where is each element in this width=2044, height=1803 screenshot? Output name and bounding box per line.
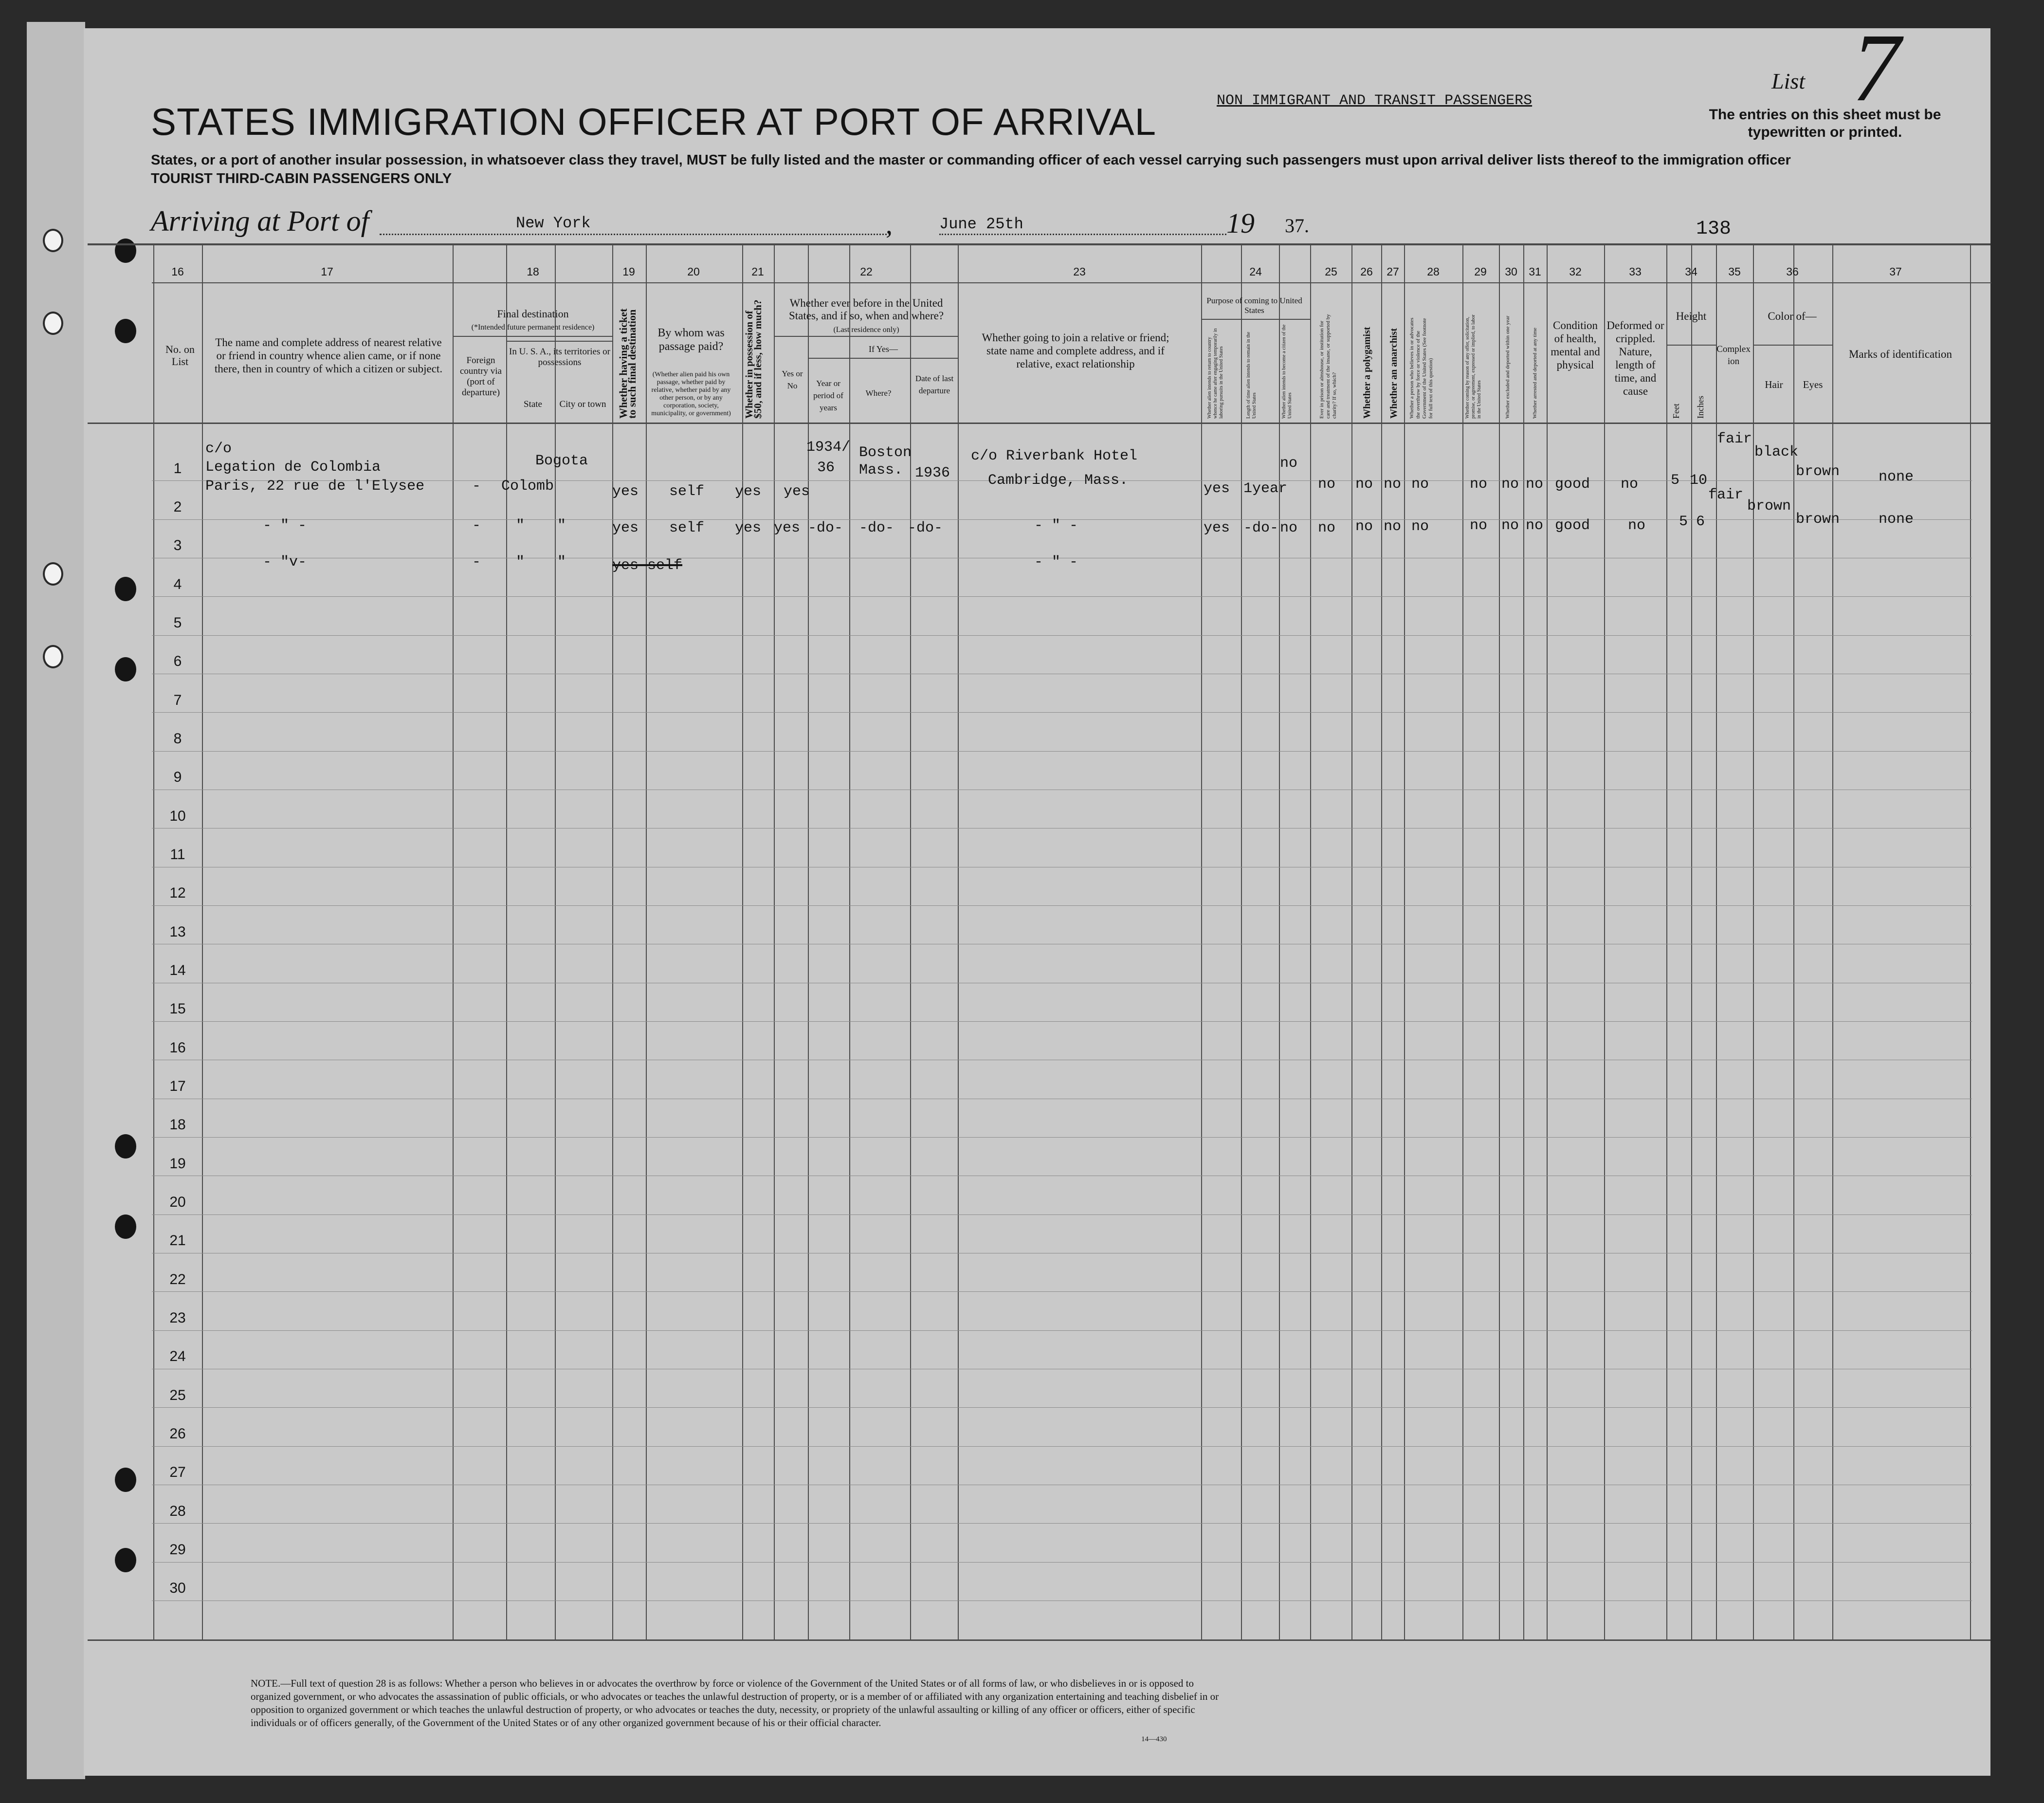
row-rule <box>152 1523 1972 1524</box>
list-number: 7 <box>1852 14 1900 122</box>
r1-relative-line3: Paris, 22 rue de l'Elysee <box>205 478 425 495</box>
date-value: June 25th <box>939 215 1023 233</box>
row-rule <box>152 1214 1972 1215</box>
row-rule <box>152 1330 1972 1331</box>
r1-c30: no <box>1501 476 1519 493</box>
col34-feet: Feet <box>1671 404 1681 419</box>
instructions-text: States, or a port of another insular possession, in whatsoever class they travel, MUST be fully listed and the master or commanding officer of each vessel carrying such passengers must upon arrival deliver lists thereof to the immigration officer <box>151 152 1791 168</box>
subheader-rule <box>453 336 612 337</box>
column-rule <box>153 243 154 1639</box>
column-rule <box>1666 243 1667 1639</box>
row-number: 21 <box>169 1233 186 1249</box>
r1-complexion: fair <box>1717 431 1752 447</box>
r2-paid: self <box>669 520 705 536</box>
r1-c25: no <box>1318 476 1336 493</box>
col22-where: Where? <box>865 388 892 398</box>
r1-p24a: yes <box>1204 480 1230 497</box>
row-rule <box>152 712 1972 713</box>
r2-feet: 5 <box>1679 514 1688 530</box>
col28-label: Whether a person who believes in or advocates the overthrow by force or violence of the Government of the United States (See footnote for full text of this question) <box>1409 317 1434 419</box>
column-rule <box>774 243 775 1639</box>
col20-sub: (Whether alien paid his own passage, whether paid by relative, whether paid by any other person, or by any corporation, society, municipality, or government) <box>651 371 731 417</box>
row-number: 22 <box>169 1271 186 1288</box>
r2-city: " <box>557 517 566 534</box>
r1-c31: no <box>1526 476 1544 493</box>
column-rule <box>1523 243 1524 1639</box>
column-number: 30 <box>1505 265 1517 278</box>
col19-label: Whether having a ticket to such final destination <box>617 308 638 419</box>
r2-where: -do- <box>859 520 894 536</box>
r3-city: " <box>557 554 566 570</box>
manifest-sheet <box>84 28 1990 1776</box>
class-line: TOURIST THIRD-CABIN PASSENGERS ONLY <box>151 171 452 186</box>
table-top-border <box>88 243 1990 245</box>
r1-c29: no <box>1470 476 1488 493</box>
col29-label: Whether coming by reason of any offer, solicitation, promise, or agreement, expressed or implied, to labor in the United States <box>1465 314 1482 419</box>
col31-label: Whether arrested and deported at any time <box>1532 328 1538 419</box>
r1-ticket: yes <box>612 483 639 500</box>
column-number: 20 <box>687 265 700 278</box>
row-rule <box>152 1137 1972 1138</box>
col36-hair: Hair <box>1765 379 1783 390</box>
col17-label: The name and complete address of nearest relative or friend in country whence alien came, or if none there, then in country of which a citizen or subject. <box>214 336 443 375</box>
col22-sub: (Last residence only) <box>833 326 899 334</box>
column-rule <box>1753 243 1754 1639</box>
list-label: List <box>1771 69 1806 93</box>
col23-label: Whether going to join a relative or friend; state name and complete address, and if relative, exact relationship <box>982 331 1169 370</box>
r1-eyes: brown <box>1796 463 1840 480</box>
column-number: 27 <box>1387 265 1399 278</box>
column-rule <box>1716 243 1717 1639</box>
column-number: 24 <box>1249 265 1262 278</box>
binder-hole <box>43 562 63 586</box>
column-number: 21 <box>751 265 764 278</box>
row-number: 5 <box>173 615 182 631</box>
punch-hole <box>115 1468 136 1492</box>
column-number: 18 <box>527 265 539 278</box>
row-number: 27 <box>169 1464 186 1481</box>
punch-hole <box>115 577 136 601</box>
col33-label: Deformed or crippled. Nature, length of time, and cause <box>1606 319 1664 397</box>
row-number: 8 <box>173 731 182 747</box>
col24-b: Length of time alien intends to remain in the United States <box>1246 331 1257 419</box>
r1-c26: no <box>1355 476 1373 493</box>
column-number: 32 <box>1569 265 1582 278</box>
column-rule <box>612 243 613 1639</box>
column-rule <box>453 243 454 1639</box>
r2-c28: no <box>1411 518 1429 535</box>
column-number: 36 <box>1786 265 1799 278</box>
row-number: 10 <box>169 808 186 824</box>
comma: , <box>886 210 893 240</box>
row-number: 26 <box>169 1426 186 1442</box>
table-bottom-border <box>88 1639 1990 1641</box>
row-rule <box>152 1407 1972 1408</box>
col18-city: City or town <box>559 399 606 409</box>
r3-foreign: - <box>472 554 481 570</box>
stamp-text: NON IMMIGRANT AND TRANSIT PASSENGERS <box>1217 92 1533 109</box>
col18-label: Final destination <box>497 308 569 320</box>
r1-join-line2: Cambridge, Mass. <box>988 472 1129 489</box>
row-number: 4 <box>173 576 182 592</box>
col32-label: Condition of health, mental and physical <box>1551 319 1600 371</box>
r2-fifty: yes <box>735 520 762 536</box>
row-number: 1 <box>173 460 182 477</box>
form-number: 14—430 <box>1141 1735 1167 1743</box>
r1-fifty: yes <box>735 483 762 500</box>
column-number: 29 <box>1474 265 1487 278</box>
column-rule <box>1547 243 1548 1639</box>
col18-foreign: Foreign country via (port of departure) <box>459 355 502 398</box>
r2-years: -do- <box>808 520 843 536</box>
r2-marks: none <box>1879 511 1914 528</box>
col34-inches: Inches <box>1696 396 1705 419</box>
col26-label: Whether a polygamist <box>1362 327 1372 419</box>
r2-before: yes <box>774 520 801 536</box>
column-rule <box>1351 243 1352 1639</box>
column-rule <box>1201 243 1202 1639</box>
column-rule <box>202 243 203 1639</box>
r1-relative-line2: Legation de Colombia <box>205 459 381 476</box>
subheader-rule <box>506 341 612 342</box>
r1-p24b: 1year <box>1243 480 1288 497</box>
r1-deformed: no <box>1621 476 1639 493</box>
col37-label: Marks of identification <box>1848 348 1953 360</box>
footnote: NOTE.—Full text of question 28 is as follows: Whether a person who believes in or advocates the overthrow by force or violence of the Government of the United States or of all forms of law, or who disbelieves in or is opposed to organized government, or who advocates the assassination of public officials, or who advocates or teaches the unlawful destruction of property, or is a member of or affiliated with any organization entertaining and teaching disbelief in or opposition to organized government or which teaches the unlawful destruction of property, or who advocates or teaches the duty, necessity, or propriety of the unlawful assaulting or killing of any officer or officers, either of specific individuals or of officers generally, of the Government of the United States or of any other organized government because of his or their official character. <box>251 1677 1219 1729</box>
r1-c28: no <box>1411 476 1429 493</box>
port-value: New York <box>516 214 591 232</box>
r1-inches: 10 <box>1690 472 1708 489</box>
col18-sub: (*Intended future permanent residence) <box>471 323 595 331</box>
r1-health: good <box>1555 476 1590 493</box>
column-rule <box>1832 243 1833 1639</box>
row-rule <box>152 596 1972 597</box>
row-rule <box>152 1446 1972 1447</box>
col35-label: Complexion <box>1716 344 1751 367</box>
subheader-rule <box>1666 345 1716 346</box>
row-rule <box>152 1562 1972 1563</box>
column-rule <box>742 243 743 1639</box>
r2-c31: no <box>1526 517 1544 534</box>
r2-hair: brown <box>1747 498 1791 515</box>
col27-label: Whether an anarchist <box>1388 328 1399 419</box>
r1-years: 1934/ 36 <box>806 439 851 476</box>
r2-c29: no <box>1470 517 1488 534</box>
column-number: 26 <box>1360 265 1373 278</box>
column-number: 28 <box>1427 265 1440 278</box>
row-rule <box>152 751 1972 752</box>
r1-p24c: no <box>1280 455 1298 472</box>
row-number: 15 <box>169 1001 186 1017</box>
page-title: STATES IMMIGRATION OFFICER AT PORT OF ARRIVAL <box>151 100 1157 143</box>
row-number: 16 <box>169 1039 186 1056</box>
r1-marks: none <box>1879 469 1914 485</box>
r2-p24b: -do- <box>1243 520 1279 536</box>
table-number-line <box>152 282 1991 283</box>
row-number: 29 <box>169 1542 186 1558</box>
r1-join-line1: c/o Riverbank Hotel <box>971 448 1138 464</box>
row-number: 20 <box>169 1194 186 1210</box>
r1-foreign: - <box>472 478 481 495</box>
row-number: 7 <box>173 692 182 708</box>
r2-eyes: brown <box>1796 511 1840 528</box>
row-rule <box>152 635 1972 636</box>
row-number: 24 <box>169 1348 186 1365</box>
row-number: 11 <box>170 846 185 863</box>
column-number: 37 <box>1889 265 1902 278</box>
entries-note: The entries on this sheet must be typewritten or printed. <box>1709 107 1941 140</box>
row-number: 23 <box>169 1310 186 1326</box>
page-number: 138 <box>1696 218 1732 240</box>
row-number: 9 <box>173 769 182 786</box>
row-rule <box>152 905 1972 906</box>
column-number: 31 <box>1529 265 1541 278</box>
binder-hole <box>43 229 63 252</box>
binder-hole <box>43 645 63 668</box>
row-number: 18 <box>169 1117 186 1133</box>
row-number: 2 <box>173 499 182 515</box>
port-line <box>380 233 891 235</box>
column-number: 19 <box>622 265 635 278</box>
r3-join: - " - <box>1034 554 1078 570</box>
subheader-rule <box>808 358 958 359</box>
punch-hole <box>115 1134 136 1159</box>
row-number: 6 <box>173 653 182 670</box>
year-suffix: 37. <box>1285 215 1309 237</box>
year-prefix: 19 <box>1226 207 1255 239</box>
column-rule <box>1241 243 1242 1639</box>
row-rule <box>152 1291 1972 1292</box>
r1-where: Boston Mass. <box>859 444 912 478</box>
column-number: 25 <box>1325 265 1337 278</box>
col36-label: Color of— <box>1768 310 1817 322</box>
row-number: 14 <box>169 962 186 978</box>
r3-relative: - "v- <box>263 554 307 570</box>
subheader-rule <box>774 336 958 337</box>
r1-feet: 5 <box>1671 472 1680 489</box>
col16-label: No. on List <box>165 343 195 368</box>
row-number: 28 <box>169 1503 186 1519</box>
col20-label: By whom was passage paid? <box>657 327 725 353</box>
col24-a: Whether alien intends to return to country whence he came after engaging temporarily in laboring pursuits in the United States <box>1207 328 1224 419</box>
binding-strip <box>27 22 85 1779</box>
r2-foreign: - <box>472 517 481 534</box>
row-number: 17 <box>169 1078 186 1094</box>
column-number: 22 <box>860 265 873 278</box>
row-number: 13 <box>169 923 186 940</box>
r2-state: " <box>516 517 525 534</box>
r3-ticket-struck: yes self <box>612 557 683 574</box>
punch-hole <box>115 1548 136 1572</box>
row-number: 12 <box>169 885 186 902</box>
row-number: 3 <box>173 537 182 554</box>
column-number: 34 <box>1685 265 1697 278</box>
r2-c30: no <box>1501 517 1519 534</box>
col25-label: Ever in prison or almshouse, or institution for care and treatment of the insane, or supported by charity? If so, which? <box>1319 314 1337 419</box>
r2-c26: no <box>1355 518 1373 535</box>
r2-c25: no <box>1318 520 1336 536</box>
column-rule <box>1691 243 1692 1639</box>
r1-departure: 1936 <box>915 465 950 481</box>
r2-ticket: yes <box>612 520 639 536</box>
column-rule <box>646 243 647 1639</box>
column-rule <box>1462 243 1463 1639</box>
row-number: 30 <box>169 1580 186 1597</box>
punch-hole <box>115 1214 136 1239</box>
col22-departure: Date of last departure <box>915 374 954 395</box>
column-rule <box>506 243 507 1639</box>
r2-departure: -do- <box>908 520 943 536</box>
row-number: 25 <box>169 1387 186 1403</box>
col18-state: State <box>524 399 542 409</box>
punch-hole <box>115 319 136 343</box>
row-number: 19 <box>169 1155 186 1172</box>
col22-label: Whether ever before in the United States, and if so, when and where? <box>788 297 944 322</box>
r1-relative-line1: c/o <box>205 441 232 457</box>
r3-state: " <box>516 554 525 570</box>
subheader-rule <box>1201 319 1310 320</box>
col36-eyes: Eyes <box>1803 379 1823 390</box>
column-number: 16 <box>171 265 184 278</box>
col18-usa: In U. S. A., its territories or possessions <box>509 347 610 368</box>
r2-inches: 6 <box>1696 514 1705 530</box>
r2-health: good <box>1555 517 1590 534</box>
r2-deformed: no <box>1628 517 1646 534</box>
arriving-label: Arriving at Port of <box>151 205 369 237</box>
column-rule <box>1604 243 1605 1639</box>
col22-yesno: Yes or No <box>782 369 803 390</box>
col24-c: Whether alien intends to become a citizen of the United States <box>1281 324 1293 419</box>
column-rule <box>1499 243 1500 1639</box>
column-rule <box>1404 243 1405 1639</box>
instructions <box>151 151 1806 188</box>
col22-ifyes: If Yes— <box>868 344 898 354</box>
r2-join: - " - <box>1034 517 1078 534</box>
r1-before: yes <box>784 483 810 500</box>
column-rule <box>1970 243 1971 1639</box>
r1-hair: black <box>1754 444 1799 460</box>
r1-city: Bogota <box>535 453 588 469</box>
col30-label: Whether excluded and deported within one year <box>1505 315 1511 419</box>
punch-hole <box>115 657 136 681</box>
r1-c27: no <box>1384 476 1402 493</box>
column-number: 17 <box>321 265 333 278</box>
r1-paid: self <box>669 483 705 500</box>
subheader-rule <box>1753 345 1832 346</box>
binder-hole <box>43 312 63 335</box>
col22-years: Year or period of years <box>813 379 843 412</box>
col21-label: Whether in possession of $50, and if less, how much? <box>743 299 764 419</box>
column-number: 33 <box>1629 265 1642 278</box>
r2-p24c: no <box>1280 520 1298 536</box>
r2-relative: - " - <box>263 517 307 534</box>
punch-hole <box>115 239 136 263</box>
r2-complexion: fair <box>1708 487 1744 503</box>
col24-label: Purpose of coming to United States <box>1206 296 1302 315</box>
column-number: 35 <box>1728 265 1741 278</box>
column-rule <box>1279 243 1280 1639</box>
column-rule <box>958 243 959 1639</box>
column-rule <box>1310 243 1311 1639</box>
r2-c27: no <box>1384 518 1402 535</box>
column-rule <box>1381 243 1382 1639</box>
col34-label: Height <box>1676 310 1707 322</box>
r1-state: Colomb <box>501 478 554 495</box>
r2-p24a: yes <box>1204 520 1230 536</box>
table-header-bottom <box>88 423 1990 424</box>
column-number: 23 <box>1073 265 1086 278</box>
row-rule <box>152 1021 1972 1022</box>
